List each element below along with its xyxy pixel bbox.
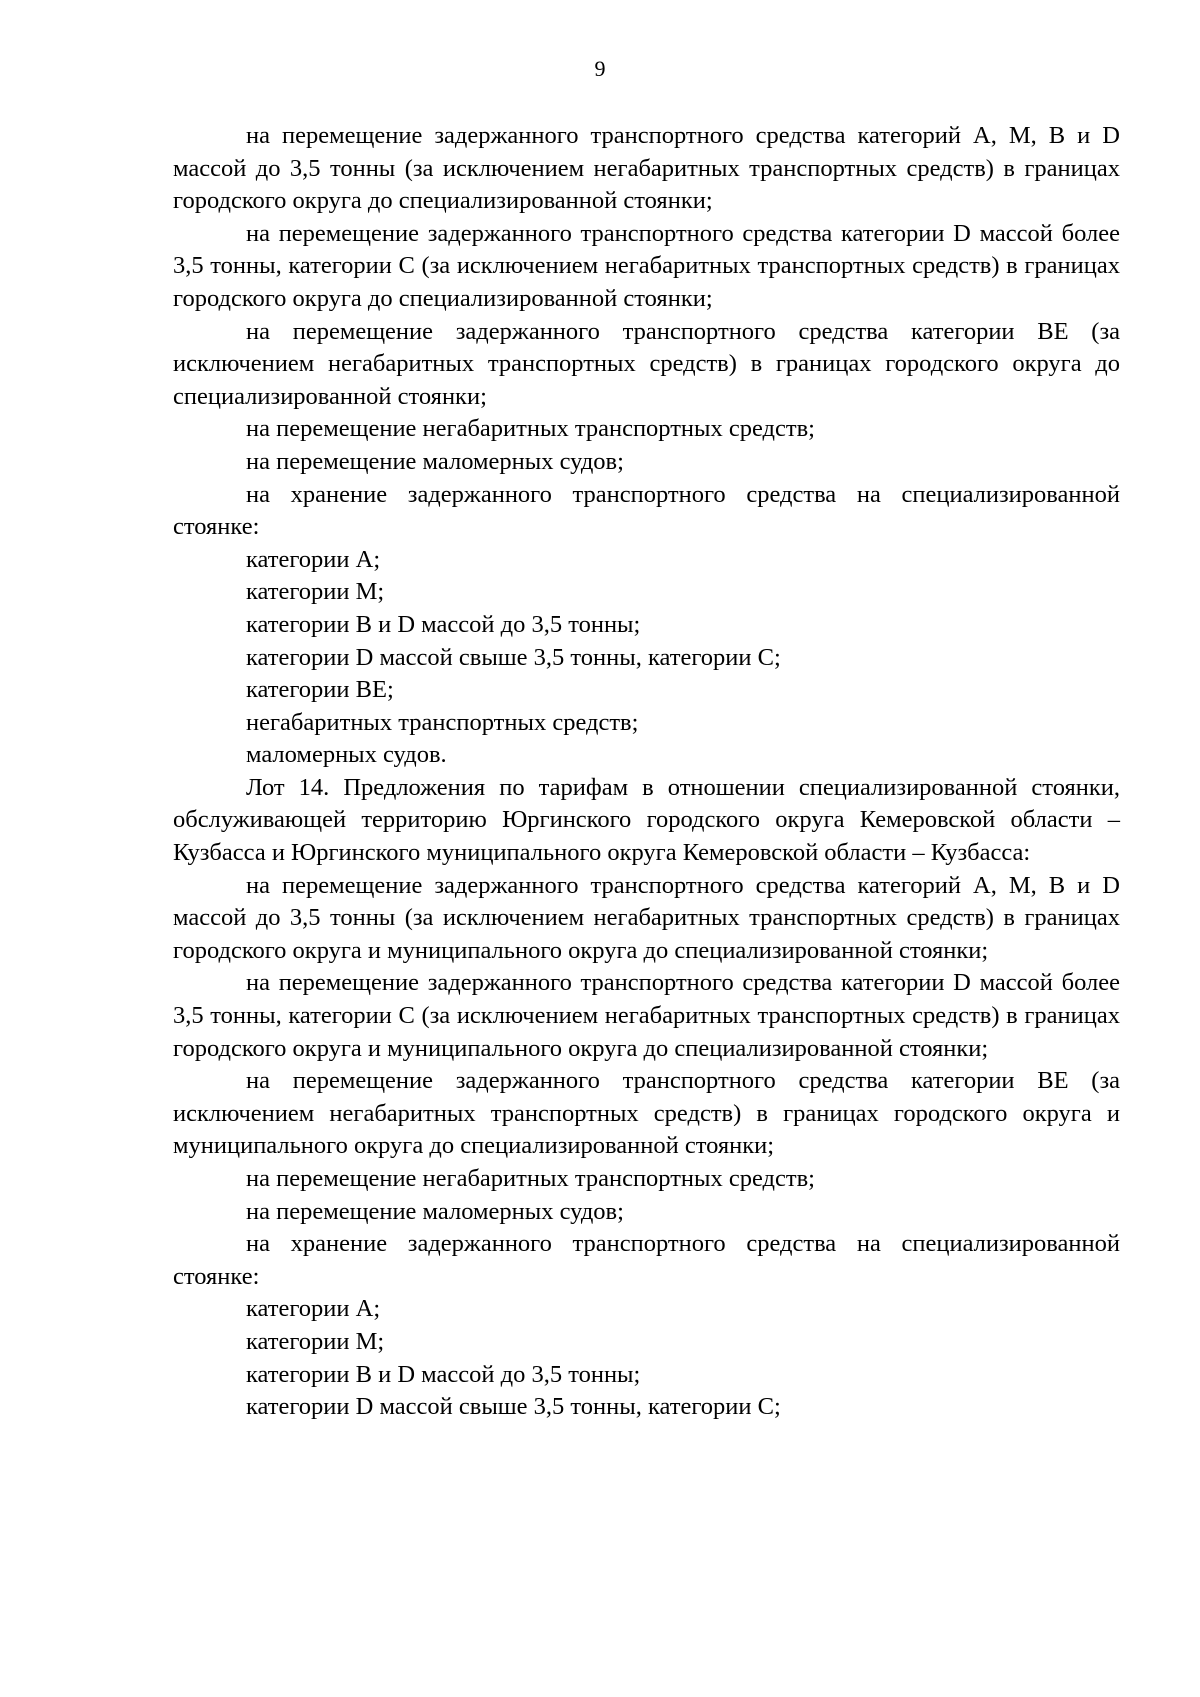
list-item: категории D массой свыше 3,5 тонны, категории С; (246, 643, 781, 671)
paragraph-tow-cat-be: на перемещение задержанного транспортного средства категории ВЕ (за исключением негабаритных транспортных средств) в границах городского округа до специализированной стоянки; (173, 317, 1120, 410)
list-item: категории М; (246, 1327, 385, 1355)
list-item: маломерных судов. (246, 741, 447, 769)
list-item: категории В и D массой до 3,5 тонны; (246, 610, 641, 638)
document-body (173, 120, 1120, 1424)
page-number: 9 (594, 56, 606, 81)
paragraph-tow-cat-be: на перемещение задержанного транспортного средства категории ВЕ (за исключением негабаритных транспортных средств) в границах городского округа и муниципального округа до специализированной стоянки; (173, 1067, 1120, 1160)
paragraph-tow-small-vessels: на перемещение маломерных судов; (246, 1197, 624, 1225)
paragraph-storage-intro: на хранение задержанного транспортного средства на специализированной стоянке: (173, 480, 1120, 541)
paragraph-tow-oversized: на перемещение негабаритных транспортных средств; (246, 415, 815, 443)
paragraph-tow-cat-d-c: на перемещение задержанного транспортного средства категории D массой более 3,5 тонны, категории С (за исключением негабаритных транспортных средств) в границах городского округа до специализированной стоянки; (173, 219, 1120, 312)
paragraph-tow-cat-a-m-b-d: на перемещение задержанного транспортного средства категорий А, М, В и D массой до 3,5 тонны (за исключением негабаритных транспортных средств) в границах городского округа и муниципального округа до специализированной стоянки; (173, 871, 1120, 964)
paragraph-lot-14-heading: Лот 14. Предложения по тарифам в отношении специализированной стоянки, обслуживающей территорию Юргинского городского округа Кемеровской области – Кузбасса и Юргинского муниципального округа Кемеровской области – Кузбасса: (173, 773, 1120, 867)
list-item: категории ВЕ; (246, 676, 394, 704)
paragraph-storage-intro: на хранение задержанного транспортного средства на специализированной стоянке: (173, 1230, 1120, 1290)
list-item: категории М; (246, 578, 385, 606)
list-item: категории А; (246, 1295, 381, 1323)
list-item: категории В и D массой до 3,5 тонны; (246, 1360, 641, 1388)
list-item: негабаритных транспортных средств; (246, 708, 639, 736)
paragraph-tow-cat-a-m-b-d: на перемещение задержанного транспортного средства категорий А, М, В и D массой до 3,5 тонны (за исключением негабаритных транспортных средств) в границах городского округа до специализированной стоянки; (173, 122, 1120, 215)
list-item: категории D массой свыше 3,5 тонны, категории С; (246, 1393, 781, 1421)
paragraph-tow-oversized: на перемещение негабаритных транспортных средств; (246, 1165, 815, 1192)
paragraph-tow-cat-d-c: на перемещение задержанного транспортного средства категории D массой более 3,5 тонны, категории С (за исключением негабаритных транспортных средств) в границах городского округа и муниципального округа до специализированной стоянки; (173, 969, 1120, 1062)
list-item: категории А; (246, 545, 381, 573)
paragraph-tow-small-vessels: на перемещение маломерных судов; (246, 447, 624, 475)
